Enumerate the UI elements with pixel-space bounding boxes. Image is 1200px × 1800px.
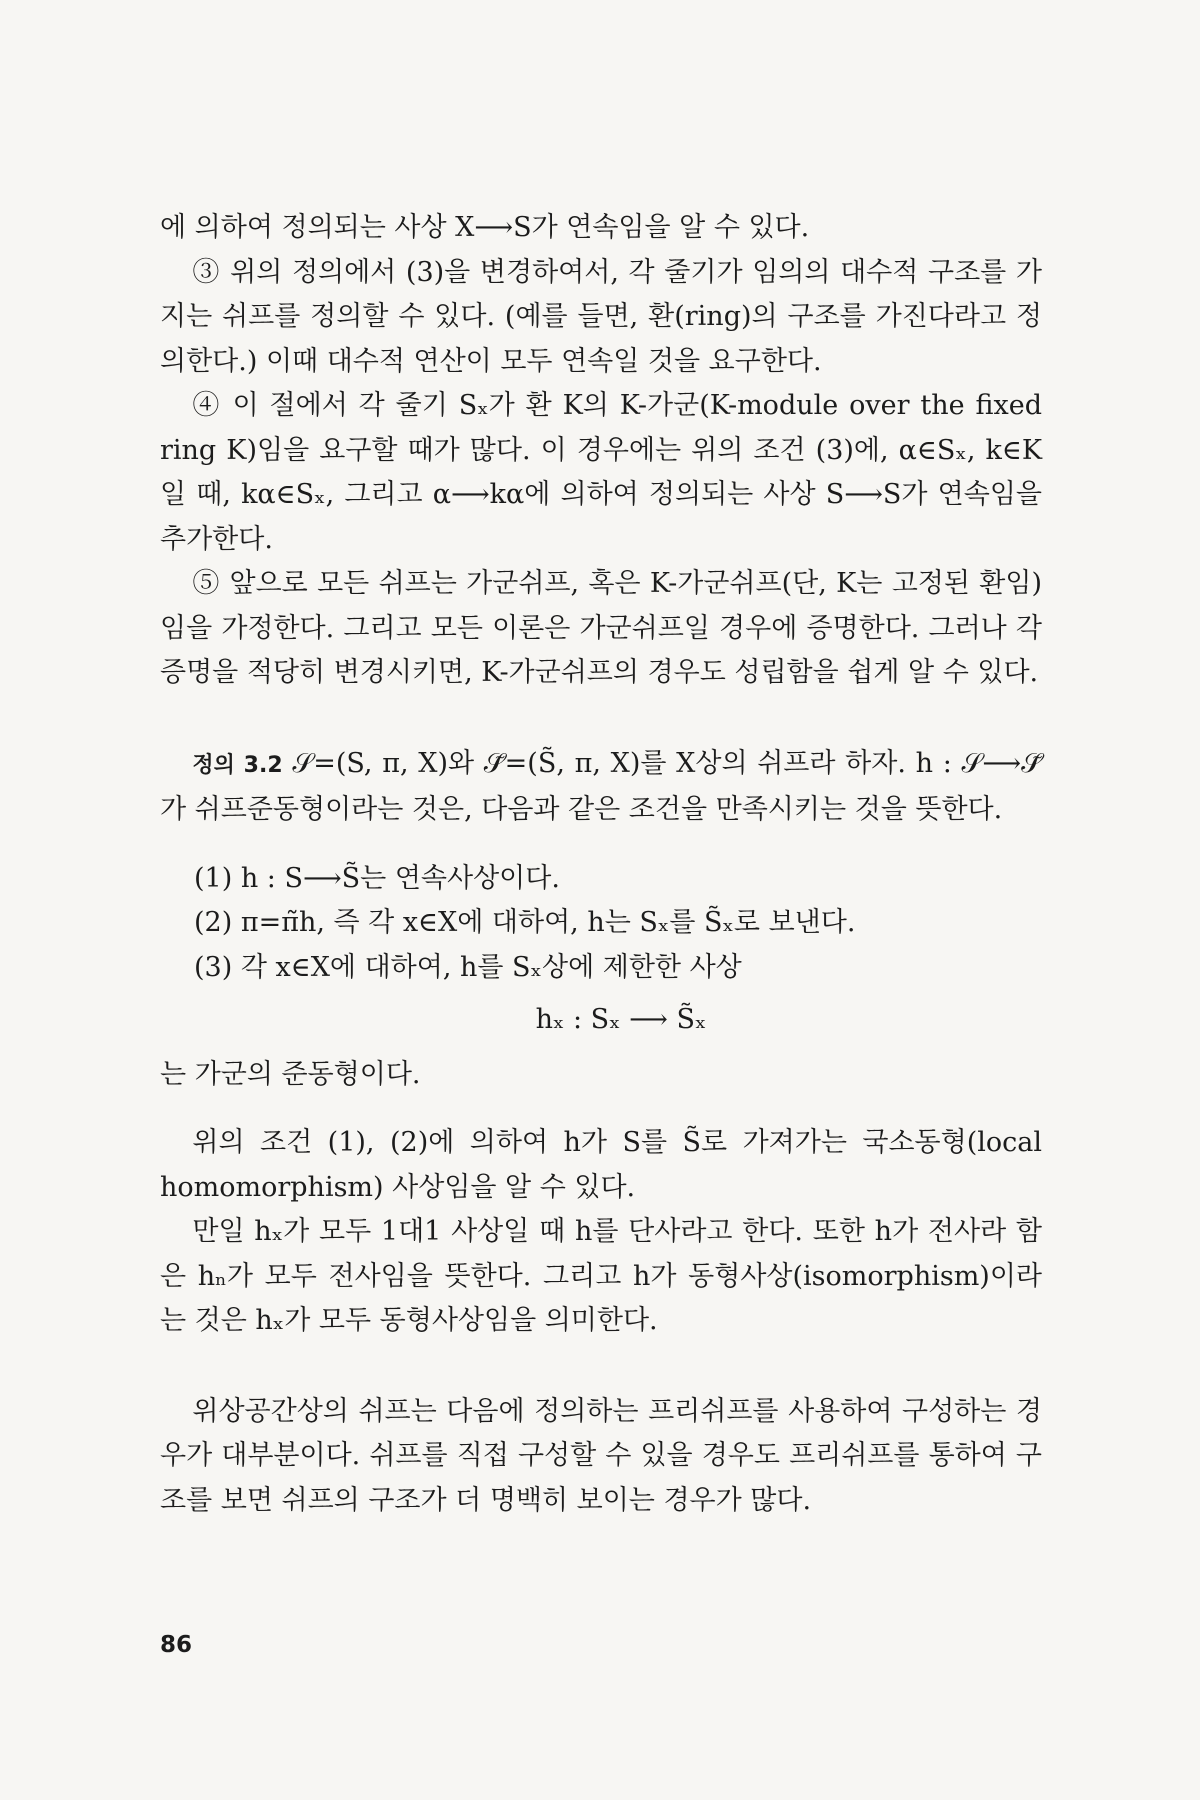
paragraph-local-homomorphism: 위의 조건 (1), (2)에 의하여 h가 S를 S̃로 가져가는 국소동형(local homomorphism) 사상임을 알 수 있다. <box>160 1127 1042 1203</box>
remark-4: ④ 이 절에서 각 줄기 Sₓ가 환 K의 K-가군(K-module over the fixed ring K)임을 요구할 때가 많다. 이 경우에는 위의 조건 (3)에, α∈Sₓ, k∈K일 때, kα∈Sₓ, 그리고 α⟶kα에 의하여 정의되는 사상 S⟶S가 연속임을 추가한다. <box>160 390 1042 555</box>
remark-3: ③ 위의 정의에서 (3)을 변경하여서, 각 줄기가 임의의 대수적 구조를 가지는 쉬프를 정의할 수 있다. (예를 들면, 환(ring)의 구조를 가진다라고 정의한다.) 이때 대수적 연산이 모두 연속일 것을 요구한다. <box>160 256 1042 377</box>
spacer <box>160 1344 1042 1390</box>
closing-paragraph: 위상공간상의 쉬프는 다음에 정의하는 프리쉬프를 사용하여 구성하는 경우가 대부분이다. 쉬프를 직접 구성할 수 있을 경우도 프리쉬프를 통하여 구조를 보면 쉬프의 구조가 더 명백히 보이는 경우가 많다. <box>160 1395 1042 1516</box>
remark-5: ⑤ 앞으로 모든 쉬프는 가군쉬프, 혹은 K-가군쉬프(단, K는 고정된 환임)임을 가정한다. 그리고 모든 이론은 가군쉬프일 경우에 증명한다. 그러나 각 증명을 적당히 변경시키면, K-가군쉬프의 경우도 성립함을 쉽게 알 수 있다. <box>160 568 1042 688</box>
spacer <box>160 696 1042 742</box>
condition-3: (3) 각 x∈X에 대하여, h를 Sₓ상에 제한한 사상 <box>194 951 742 983</box>
after-formula: 는 가군의 준동형이다. <box>160 1058 421 1090</box>
condition-2: (2) π=π̃h, 즉 각 x∈X에 대하여, h는 Sₓ를 S̃ₓ로 보낸다. <box>194 907 856 938</box>
spacer <box>160 1097 1042 1121</box>
spacer <box>160 833 1042 857</box>
display-formula: hₓ : Sₓ ⟶ S̃ₓ <box>535 1004 707 1035</box>
condition-1: (1) h : S⟶S̃는 연속사상이다. <box>194 862 560 894</box>
definition-label: 정의 3.2 <box>192 752 283 778</box>
definition-text: 𝒮=(S, π, X)와 𝒮̃=(S̃, π, X)를 X상의 쉬프라 하자. h : 𝒮⟶𝒮̃가 쉬프준동형이라는 것은, 다음과 같은 조건을 만족시키는 것을 뜻한다. <box>160 747 1042 825</box>
paragraph-injective-surjective: 만일 hₓ가 모두 1대1 사상일 때 h를 단사라고 한다. 또한 h가 전사라 함은 hₙ가 모두 전사임을 뜻한다. 그리고 h가 동형사상(isomorphism)이라는 것은 hₓ가 모두 동형사상임을 의미한다. <box>160 1216 1042 1336</box>
page-number: 86 <box>160 1632 193 1658</box>
page-body <box>160 206 1042 1523</box>
intro-line: 에 의하여 정의되는 사상 X⟶S가 연속임을 알 수 있다. <box>160 212 810 243</box>
definition-paragraph <box>160 742 1042 833</box>
